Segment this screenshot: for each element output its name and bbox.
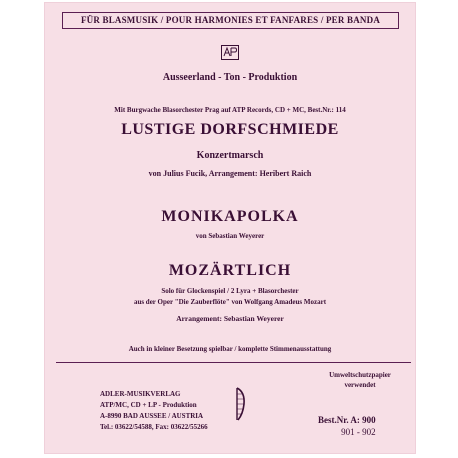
- piece-title-3: MOZÄRTLICH: [168, 262, 292, 279]
- genre-banner: FÜR BLASMUSIK / POUR HARMONIES ET FANFARES / PER BANDA: [62, 12, 399, 29]
- publisher-name: ADLER-MUSIKVERLAG: [100, 390, 181, 398]
- piece-credit-1: von Julius Fucik, Arrangement: Heribert Raich: [148, 169, 312, 178]
- piece-detail-3b: aus der Oper "Die Zauberflöte" von Wolfgang Amadeus Mozart: [133, 298, 327, 306]
- publisher-block: [100, 389, 208, 433]
- order-number-block: [318, 414, 376, 438]
- piece-title-2: MONIKAPOLKA: [161, 208, 299, 225]
- piece-credit-3: Arrangement: Sebastian Weyerer: [176, 314, 284, 323]
- eco-line-2: verwendet: [344, 381, 376, 389]
- divider: [56, 362, 411, 363]
- recording-note: Mit Burgwache Blasorchester Prag auf ATP Records, CD + MC, Best.Nr.: 114: [114, 106, 346, 114]
- eco-paper-note: [310, 370, 410, 390]
- piece-detail-3a: Solo für Glockenspiel / 2 Lyra + Blasorchester: [161, 287, 299, 295]
- piece-subtitle-1: Konzertmarsch: [196, 150, 264, 161]
- sheet-music-cover: [44, 2, 416, 454]
- order-number: Best.Nr. A: 900: [318, 415, 376, 425]
- publisher-address: A-8990 BAD AUSSEE / AUSTRIA: [100, 412, 204, 420]
- publisher-production: ATP/MC, CD + LP - Produktion: [100, 401, 197, 409]
- piece-credit-2: von Sebastian Weyerer: [195, 232, 265, 240]
- eco-line-1: Umweltschutzpapier: [329, 371, 391, 379]
- atp-monogram-icon: [221, 45, 239, 60]
- harp-icon: [234, 386, 248, 422]
- producer-name: Ausseerland - Ton - Produktion: [162, 72, 298, 83]
- publisher-phone: Tel.: 03622/54588, Fax: 03622/55266: [100, 423, 208, 431]
- availability-note: Auch in kleiner Besetzung spielbar / komplette Stimmenausstattung: [128, 345, 332, 353]
- piece-title-1: LUSTIGE DORFSCHMIEDE: [121, 121, 339, 138]
- order-range: 901 - 902: [341, 427, 376, 437]
